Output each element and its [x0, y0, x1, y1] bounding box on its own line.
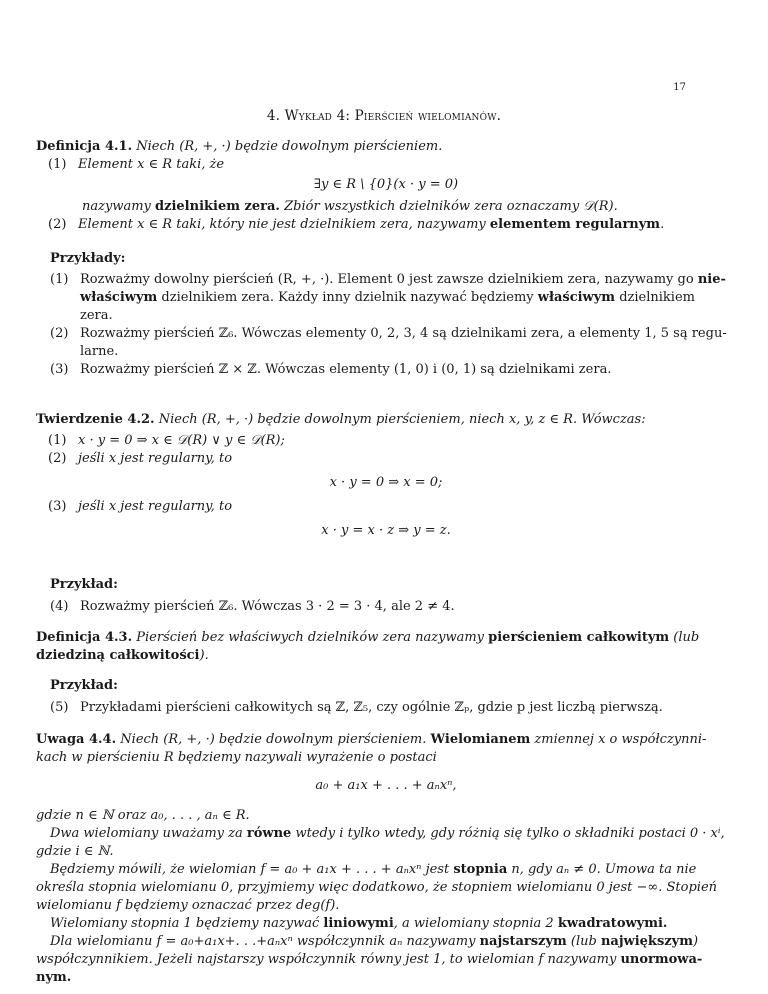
remark-line-3: gdzie n ∈ ℕ oraz a₀, . . . , aₙ ∈ R. [36, 808, 250, 823]
page-number: 17 [673, 82, 686, 93]
examples-header: Przykłady: [50, 251, 126, 266]
examples-1 [50, 250, 736, 379]
definition-4-3-line-1: Definicja 4.3. Pierścień bez właściwych dzielników zera nazywamy pierścieniem całkowitym (lub [36, 630, 700, 645]
example-item-1-line-2: właściwym dzielnikiem zera. Każdy inny dzielnik nazywać będziemy właściwym dzielnikiem [80, 290, 695, 305]
formula-cancel-zero: x · y = 0 ⇒ x = 0; [329, 475, 443, 490]
formula-zero-divisor: ∃y ∈ R \ {0}(x · y = 0) [313, 177, 459, 192]
definition-4-1 [36, 138, 736, 234]
remark-line-8: wielomianu f będziemy oznaczać przez deg(f). [36, 898, 340, 913]
remark-line-4: Dwa wielomiany uważamy za równe wtedy i tylko wtedy, gdy różnią się tylko o składniki postaci 0 · xⁱ, [50, 826, 725, 841]
remark-4-4 [36, 731, 736, 987]
example-item-3: (3) Rozważmy pierścień ℤ × ℤ. Wówczas elementy (1, 0) i (0, 1) są dzielnikami zera. [50, 362, 612, 377]
theorem-item-3: (3) jeśli x jest regularny, to [48, 499, 233, 514]
theorem-item-1: (1) x · y = 0 ⇒ x ∈ 𝒟(R) ∨ y ∈ 𝒟(R); [48, 433, 285, 448]
remark-line-10: Dla wielomianu f = a₀+a₁x+. . .+aₙxⁿ współczynnik aₙ nazywamy najstarszym (lub największym) [50, 934, 699, 949]
remark-line-1: Uwaga 4.4. Niech (R, +, ·) będzie dowolnym pierścieniem. Wielomianem zmiennej x o współczynni- [36, 732, 707, 747]
example-item-2-line-2: larne. [80, 344, 119, 359]
remark-line-12: nym. [36, 970, 72, 985]
remark-line-7: określa stopnia wielomianu 0, przyjmiemy więc dodatkowo, że stopniem wielomianu 0 jest −∞. Stopień [36, 880, 718, 895]
theorem-header: Twierdzenie 4.2. Niech (R, +, ·) będzie dowolnym pierścieniem, niech x, y, z ∈ R. Wówczas: [36, 412, 646, 427]
example-item-2: (2) Rozważmy pierścień ℤ₆. Wówczas elementy 0, 2, 3, 4 są dzielnikami zera, a elementy 1, 5 są regu- [50, 326, 727, 341]
remark-line-6: Będziemy mówili, że wielomian f = a₀ + a₁x + . . . + aₙxⁿ jest stopnia n, gdy aₙ ≠ 0. Umowa ta nie [50, 862, 697, 877]
example-4 [50, 576, 736, 616]
example-item-1-line-3: zera. [80, 308, 113, 323]
remark-line-9: Wielomiany stopnia 1 będziemy nazywać liniowymi, a wielomiany stopnia 2 kwadratowymi. [50, 916, 668, 931]
example-5 [50, 677, 736, 717]
definition-header: Definicja 4.1. Niech (R, +, ·) będzie dowolnym pierścieniem. [36, 139, 443, 154]
remark-line-5: gdzie i ∈ ℕ. [36, 844, 114, 859]
formula-polynomial: a₀ + a₁x + . . . + aₙxⁿ, [315, 778, 457, 793]
section-title: 4. Wykład 4: Pierścień wielomianów. [266, 108, 502, 124]
example-item-4: (4) Rozważmy pierścień ℤ₆. Wówczas 3 · 2 = 3 · 4, ale 2 ≠ 4. [50, 599, 455, 614]
definition-item-1: (1) Element x ∈ R taki, że [48, 157, 225, 172]
remark-line-2: kach w pierścieniu R będziemy nazywali wyrażenie o postaci [36, 750, 437, 765]
remark-line-11: współczynnikiem. Jeżeli najstarszy współczynnik równy jest 1, to wielomian f nazywamy unormowa- [36, 952, 703, 967]
theorem-4-2 [36, 411, 736, 540]
theorem-item-2: (2) jeśli x jest regularny, to [48, 451, 233, 466]
formula-cancellation: x · y = x · z ⇒ y = z. [321, 523, 451, 538]
example-item-5: (5) Przykładami pierścieni całkowitych są ℤ, ℤ₅, czy ogólnie ℤₚ, gdzie p jest liczbą pierwszą. [50, 700, 663, 715]
definition-4-3 [36, 629, 736, 665]
example-item-1: (1) Rozważmy dowolny pierścień (R, +, ·). Element 0 jest zawsze dzielnikiem zera, nazywamy go nie- [50, 272, 726, 287]
definition-item-2: (2) Element x ∈ R taki, który nie jest dzielnikiem zera, nazywamy elementem regularnym. [48, 217, 665, 232]
definition-item-1-continuation: nazywamy dzielnikiem zera. Zbiór wszystkich dzielników zera oznaczamy 𝒟(R). [82, 199, 618, 214]
definition-4-3-line-2: dziedziną całkowitości). [36, 648, 209, 663]
example-header: Przykład: [50, 678, 118, 693]
example-header: Przykład: [50, 577, 118, 592]
